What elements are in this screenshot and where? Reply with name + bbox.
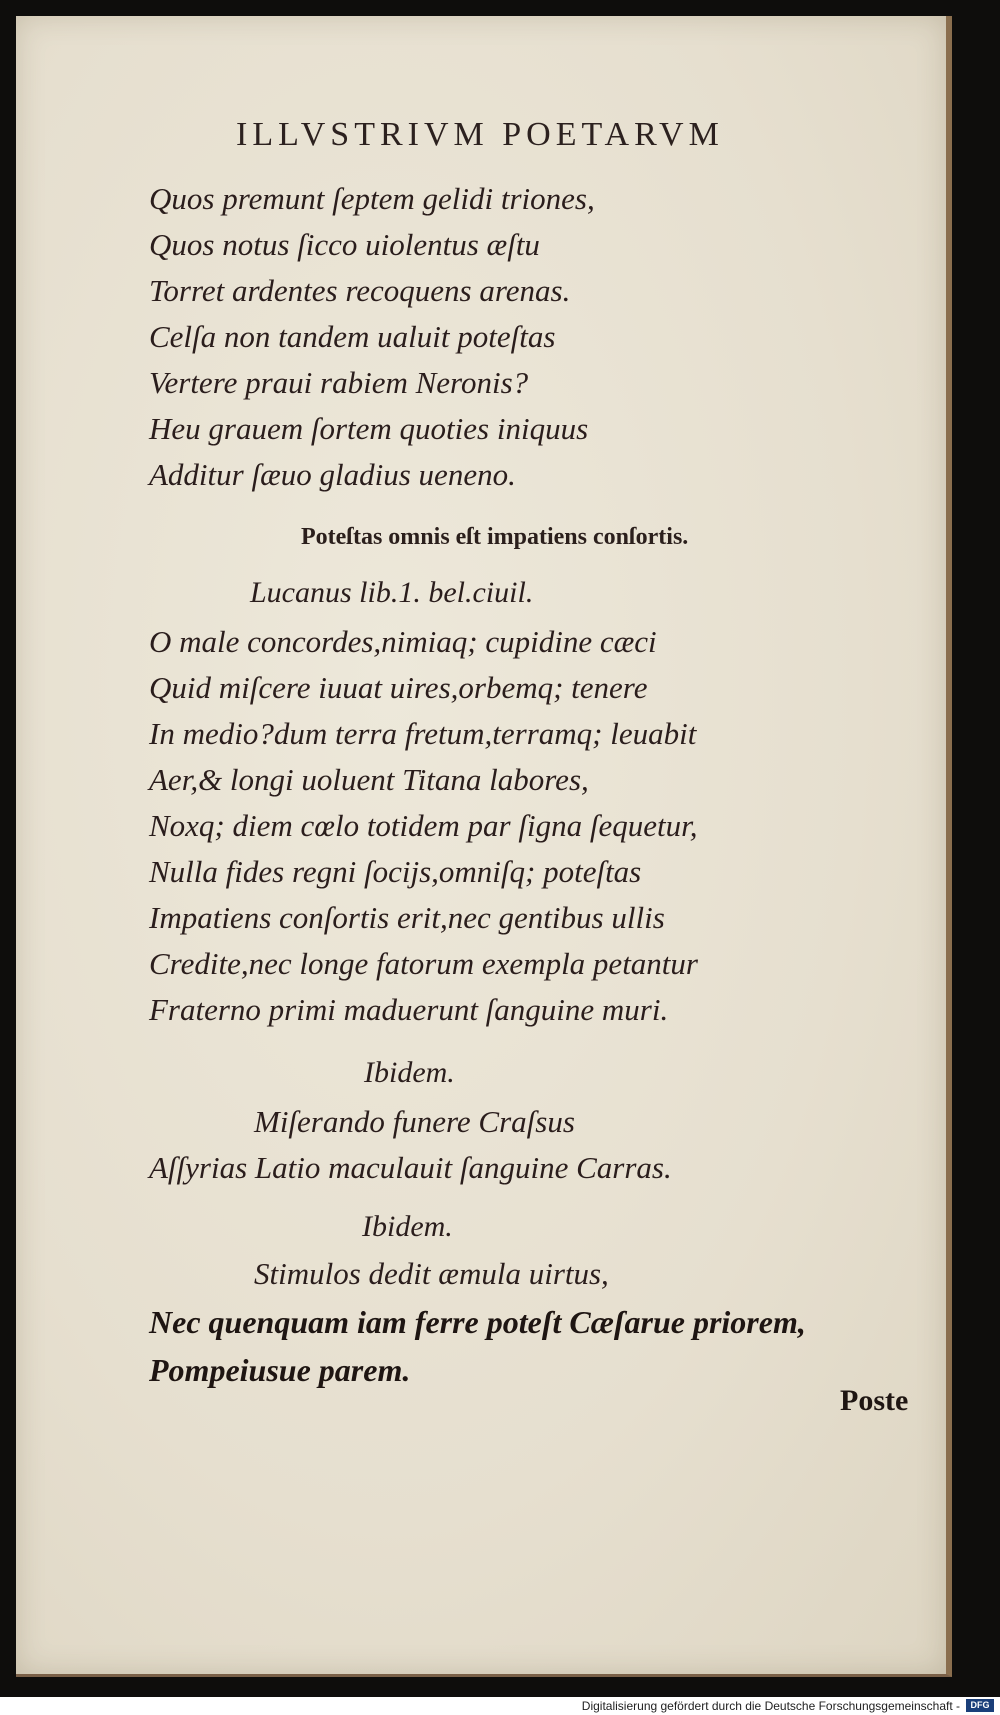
digitization-footer <box>0 1697 1000 1715</box>
verse-line: Aer,& longi uoluent Titana labores, <box>149 762 589 797</box>
verse-line: Heu grauem ſortem quoties iniquus <box>149 411 589 446</box>
verse-line: In medio?dum terra fretum,terramq; leuabit <box>149 716 697 751</box>
verse-line: Fraterno primi maduerunt ſanguine muri. <box>149 992 669 1027</box>
verse-line: Celſa non tandem ualuit poteſtas <box>149 319 556 354</box>
verse-line: Quos notus ſicco uiolentus æſtu <box>149 227 540 262</box>
verse-line: Torret ardentes recoquens arenas. <box>149 273 571 308</box>
verse-line: Aſſyrias Latio maculauit ſanguine Carras. <box>149 1150 672 1185</box>
verse-line: O male concordes,nimiaq; cupidine cæci <box>149 624 657 659</box>
running-header: ILLVSTRIVM POETARVM <box>236 116 724 153</box>
verse-line: Pompeiusue parem. <box>149 1352 411 1388</box>
verse-line: Quid miſcere iuuat uires,orbemq; tenere <box>149 670 648 705</box>
source-citation: Ibidem. <box>362 1210 453 1243</box>
verse-line: Noxq; diem cœlo totidem par ſigna ſequetur, <box>149 808 698 843</box>
verse-line: Impatiens conſortis erit,nec gentibus ullis <box>149 900 665 935</box>
verse-line: Additur ſæuo gladius ueneno. <box>149 457 516 492</box>
verse-line: Nulla fides regni ſocijs,omniſq; poteſtas <box>149 854 642 889</box>
catchword: Poste <box>840 1384 909 1417</box>
verse-line: Vertere praui rabiem Neronis? <box>149 365 529 400</box>
verse-line: Credite,nec longe fatorum exempla petantur <box>149 946 698 981</box>
verse-line: Miſerando funere Craſsus <box>254 1104 575 1139</box>
section-title: Poteſtas omnis eſt impatiens conſortis. <box>301 524 689 550</box>
footer-text: Digitalisierung gefördert durch die Deutsche Forschungsgemeinschaft - <box>581 1699 960 1713</box>
dfg-logo: DFG <box>966 1699 994 1712</box>
source-citation: Ibidem. <box>364 1056 455 1089</box>
verse-line: Quos premunt ſeptem gelidi triones, <box>149 181 595 216</box>
source-citation: Lucanus lib.1. bel.ciuil. <box>250 576 534 609</box>
book-page <box>16 16 952 1677</box>
verse-line: Stimulos dedit æmula uirtus, <box>254 1256 609 1291</box>
verse-line: Nec quenquam iam ferre poteſt Cæſarue priorem, <box>149 1304 806 1340</box>
